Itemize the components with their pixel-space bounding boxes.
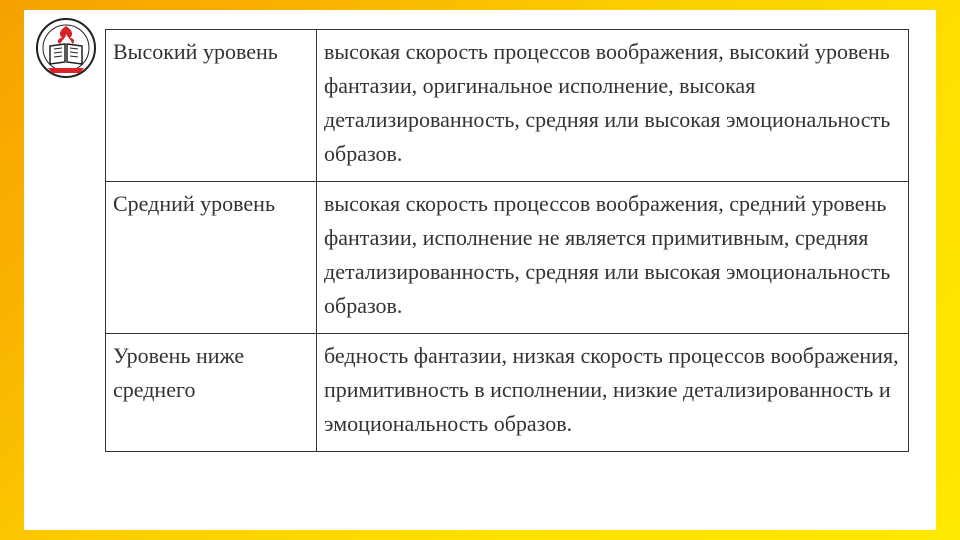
level-cell: Высокий уровень (106, 30, 317, 182)
university-emblem-icon (34, 16, 98, 80)
description-cell: высокая скорость процессов воображения, высокий уровень фантазии, оригинальное исполнение, высокая детализированность, средняя или высокая эмоциональность образов. (317, 30, 909, 182)
description-cell: бедность фантазии, низкая скорость процессов воображения, примитивность в исполнении, низкие детализированность и эмоциональность образов. (317, 334, 909, 452)
table-row (106, 182, 909, 334)
level-cell: Средний уровень (106, 182, 317, 334)
level-cell: Уровень ниже среднего (106, 334, 317, 452)
table-row (106, 30, 909, 182)
imagination-levels-table (105, 29, 909, 452)
table-row (106, 334, 909, 452)
description-cell: высокая скорость процессов воображения, средний уровень фантазии, исполнение не является примитивным, средняя детализированность, средняя или высокая эмоциональность образов. (317, 182, 909, 334)
